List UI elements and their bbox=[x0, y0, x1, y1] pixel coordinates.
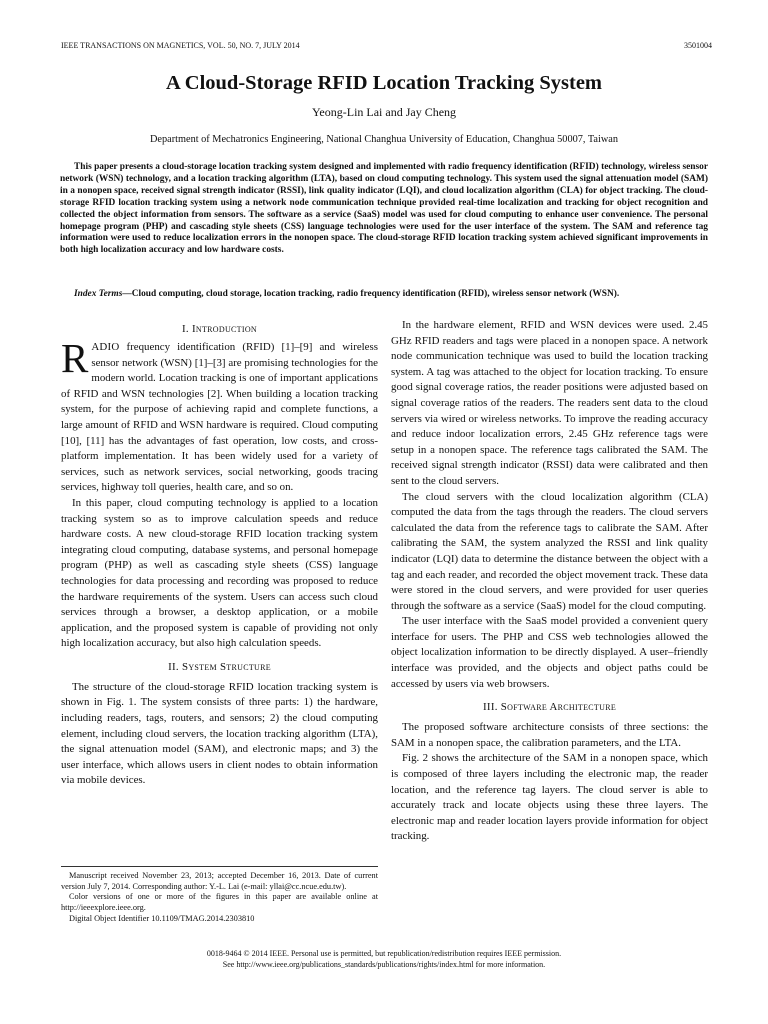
intro-small-caps: ADIO bbox=[91, 341, 120, 353]
footnote-received: Manuscript received November 23, 2013; accepted December 16, 2013. Date of current version July 7, 2014. Corresponding author: Y.-L. Lai (e-mail: yllai@cc.ncue.edu.tw). bbox=[61, 871, 378, 891]
intro-paragraph-2: In this paper, cloud computing technology is applied to a location tracking system so as to improve calculation speeds and reduce hardware costs. A new cloud-storage RFID location tracking system integrating cloud computing, database systems, and personal homepage program (PHP) as well as cascading style sheets (CSS) language technologies for data processing and recording was proposed to reduce the hardware requirements of the system. Users can access such cloud services through a browser, a desktop application, or a mobile application, and the proposed system is capable of providing not only high localization accuracy, but also high calculation speeds. bbox=[61, 496, 378, 650]
system-paragraph-2: In the hardware element, RFID and WSN devices were used. 2.45 GHz RFID readers and tags were placed in a nonopen space. A network node communication technique was used to build the location tracking system. A tag was attached to the object for location tracking. To ensure good signal coverage ratios, the reader positions were adjusted based on signal coverage ratios of the readers. The readers sent data to the cloud servers via wired or wireless networks. To improve the reading accuracy and reduce indoor localization errors, 2.45 GHz reference tags were setup in a nonopen space. The reference tags calibrated the SAM. The received signal strength indicator (RSSI) data were calibrated and then sent to the cloud servers. bbox=[391, 319, 708, 487]
intro-paragraph-1 bbox=[61, 335, 378, 496]
index-terms bbox=[60, 288, 708, 300]
left-column bbox=[61, 318, 378, 789]
author-list: Yeong-Lin Lai and Jay Cheng bbox=[311, 105, 457, 119]
author-affiliation: Department of Mechatronics Engineering, National Changhua University of Education, Changhua 50007, Taiwan bbox=[149, 134, 619, 145]
system-paragraph-3: The cloud servers with the cloud localization algorithm (CLA) computed the data from the tags through the readers. The cloud servers calculated the data from the reference tags to calibrate the SAM. After calibrating the SAM, the system analyzed the RSSI and link quality indicator (LQI) data to determine the distance between the object with a tag and each reader, and recorded the object movement track. These data were stored in the cloud servers, and were provided for user queries through the software as a service (SaaS) model for the cloud computing. bbox=[391, 490, 708, 612]
software-paragraph-2: Fig. 2 shows the architecture of the SAM in a nonopen space, which is composed of three layers including the electronic map, the reader location, and the reference tag layers. The cloud server is able to accurately track and locate objects using these three layers. The electronic map and reader location layers provide information for object tracking. bbox=[391, 752, 708, 843]
manuscript-footnote bbox=[61, 866, 378, 925]
journal-citation: IEEE TRANSACTIONS ON MAGNETICS, VOL. 50, NO. 7, JULY 2014 bbox=[61, 41, 300, 50]
copyright-notice bbox=[0, 948, 768, 970]
section-heading-system-structure: II. System Structure bbox=[168, 660, 271, 673]
intro-paragraph-1-text: frequency identification (RFID) [1]–[9] and wireless sensor network (WSN) [1]–[3] are promising technologies for the modern world. Location tracking is one of important applications of RFID and WSN technologies [2]. When building a location tracking system, for the purpose of achieving rapid and complete functions, a large amount of RFID and WSN hardware is required. Cloud computing [10], [11] has the advantages of fast operation, low costs, and cross-platform implementation. It has been widely used for a variety of services, such as network services, social networking, goods tracing services, highway toll queries, health care, and so on. bbox=[61, 341, 378, 494]
index-terms-label: Index Terms— bbox=[74, 289, 132, 299]
page-number: 3501004 bbox=[684, 41, 712, 50]
paper-title: A Cloud-Storage RFID Location Tracking System bbox=[165, 72, 602, 94]
abstract: This paper presents a cloud-storage location tracking system designed and implemented with radio frequency identification (RFID) technology, wireless sensor network (WSN) technology, and a location tracking algorithm (LTA), based on cloud computing technology. This system used the signal attenuation model (SAM) in a nonopen space, received signal strength indicator (RSSI), link quality indicator (LQI), and cloud localization algorithm (CLA) for object tracking. The cloud-storage RFID location tracking system using a network node communication technique provided real-time localization and tracking for object recognition and collected the object information from sensors. The software as a service (SaaS) model was used for cloud computing to enhance user convenience. The personal homepage program (PHP) and cascading style sheets (CSS) language technologies were used for the user interface of the system. The SAM and reference tag information were used to reduce localization errors in the nonopen space. The cloud-storage RFID location tracking system achieved significant improvements in both high localization accuracy and low hardware costs. bbox=[60, 162, 708, 256]
copyright-line-2: See http://www.ieee.org/publications_standards/publications/rights/index.html for more information. bbox=[222, 960, 546, 969]
index-terms-text: Cloud computing, cloud storage, location tracking, radio frequency identification (RFID), wireless sensor network (WSN). bbox=[131, 289, 620, 299]
section-heading-introduction: I. Introduction bbox=[182, 323, 257, 335]
running-header bbox=[61, 41, 712, 50]
section-heading-software-architecture: III. Software Architecture bbox=[482, 701, 617, 714]
right-column bbox=[391, 318, 708, 845]
system-paragraph-1: The structure of the cloud-storage RFID location tracking system is shown in Fig. 1. The system consists of three parts: 1) the hardware, including readers, tags, routers, and sensors; 2) the cloud computing element, including cloud servers, the location tracking algorithm (LTA), the signal attenuation model (SAM), and electronic maps; and 3) the user interface, which allows users in client nodes to obtain information via mobile devices. bbox=[61, 680, 378, 787]
software-paragraph-1: The proposed software architecture consists of three sections: the SAM in a nonopen space, the calibration parameters, and the LTA. bbox=[391, 721, 708, 749]
footnote-doi: Digital Object Identifier 10.1109/TMAG.2014.2303810 bbox=[69, 913, 255, 923]
footnote-color-versions: Color versions of one or more of the figures in this paper are available online at http://ieeexplore.ieee.org. bbox=[61, 892, 378, 913]
drop-cap: R bbox=[61, 335, 89, 381]
copyright-line-1: 0018-9464 © 2014 IEEE. Personal use is permitted, but republication/redistribution requires IEEE permission. bbox=[206, 949, 562, 958]
system-paragraph-4: The user interface with the SaaS model provided a convenient query interface for users. The PHP and CSS web technologies allowed the object localization information to be directly displayed. A user–friendly interface was provided, and the objects and object paths could be accessed by users via web browsers. bbox=[391, 615, 708, 690]
